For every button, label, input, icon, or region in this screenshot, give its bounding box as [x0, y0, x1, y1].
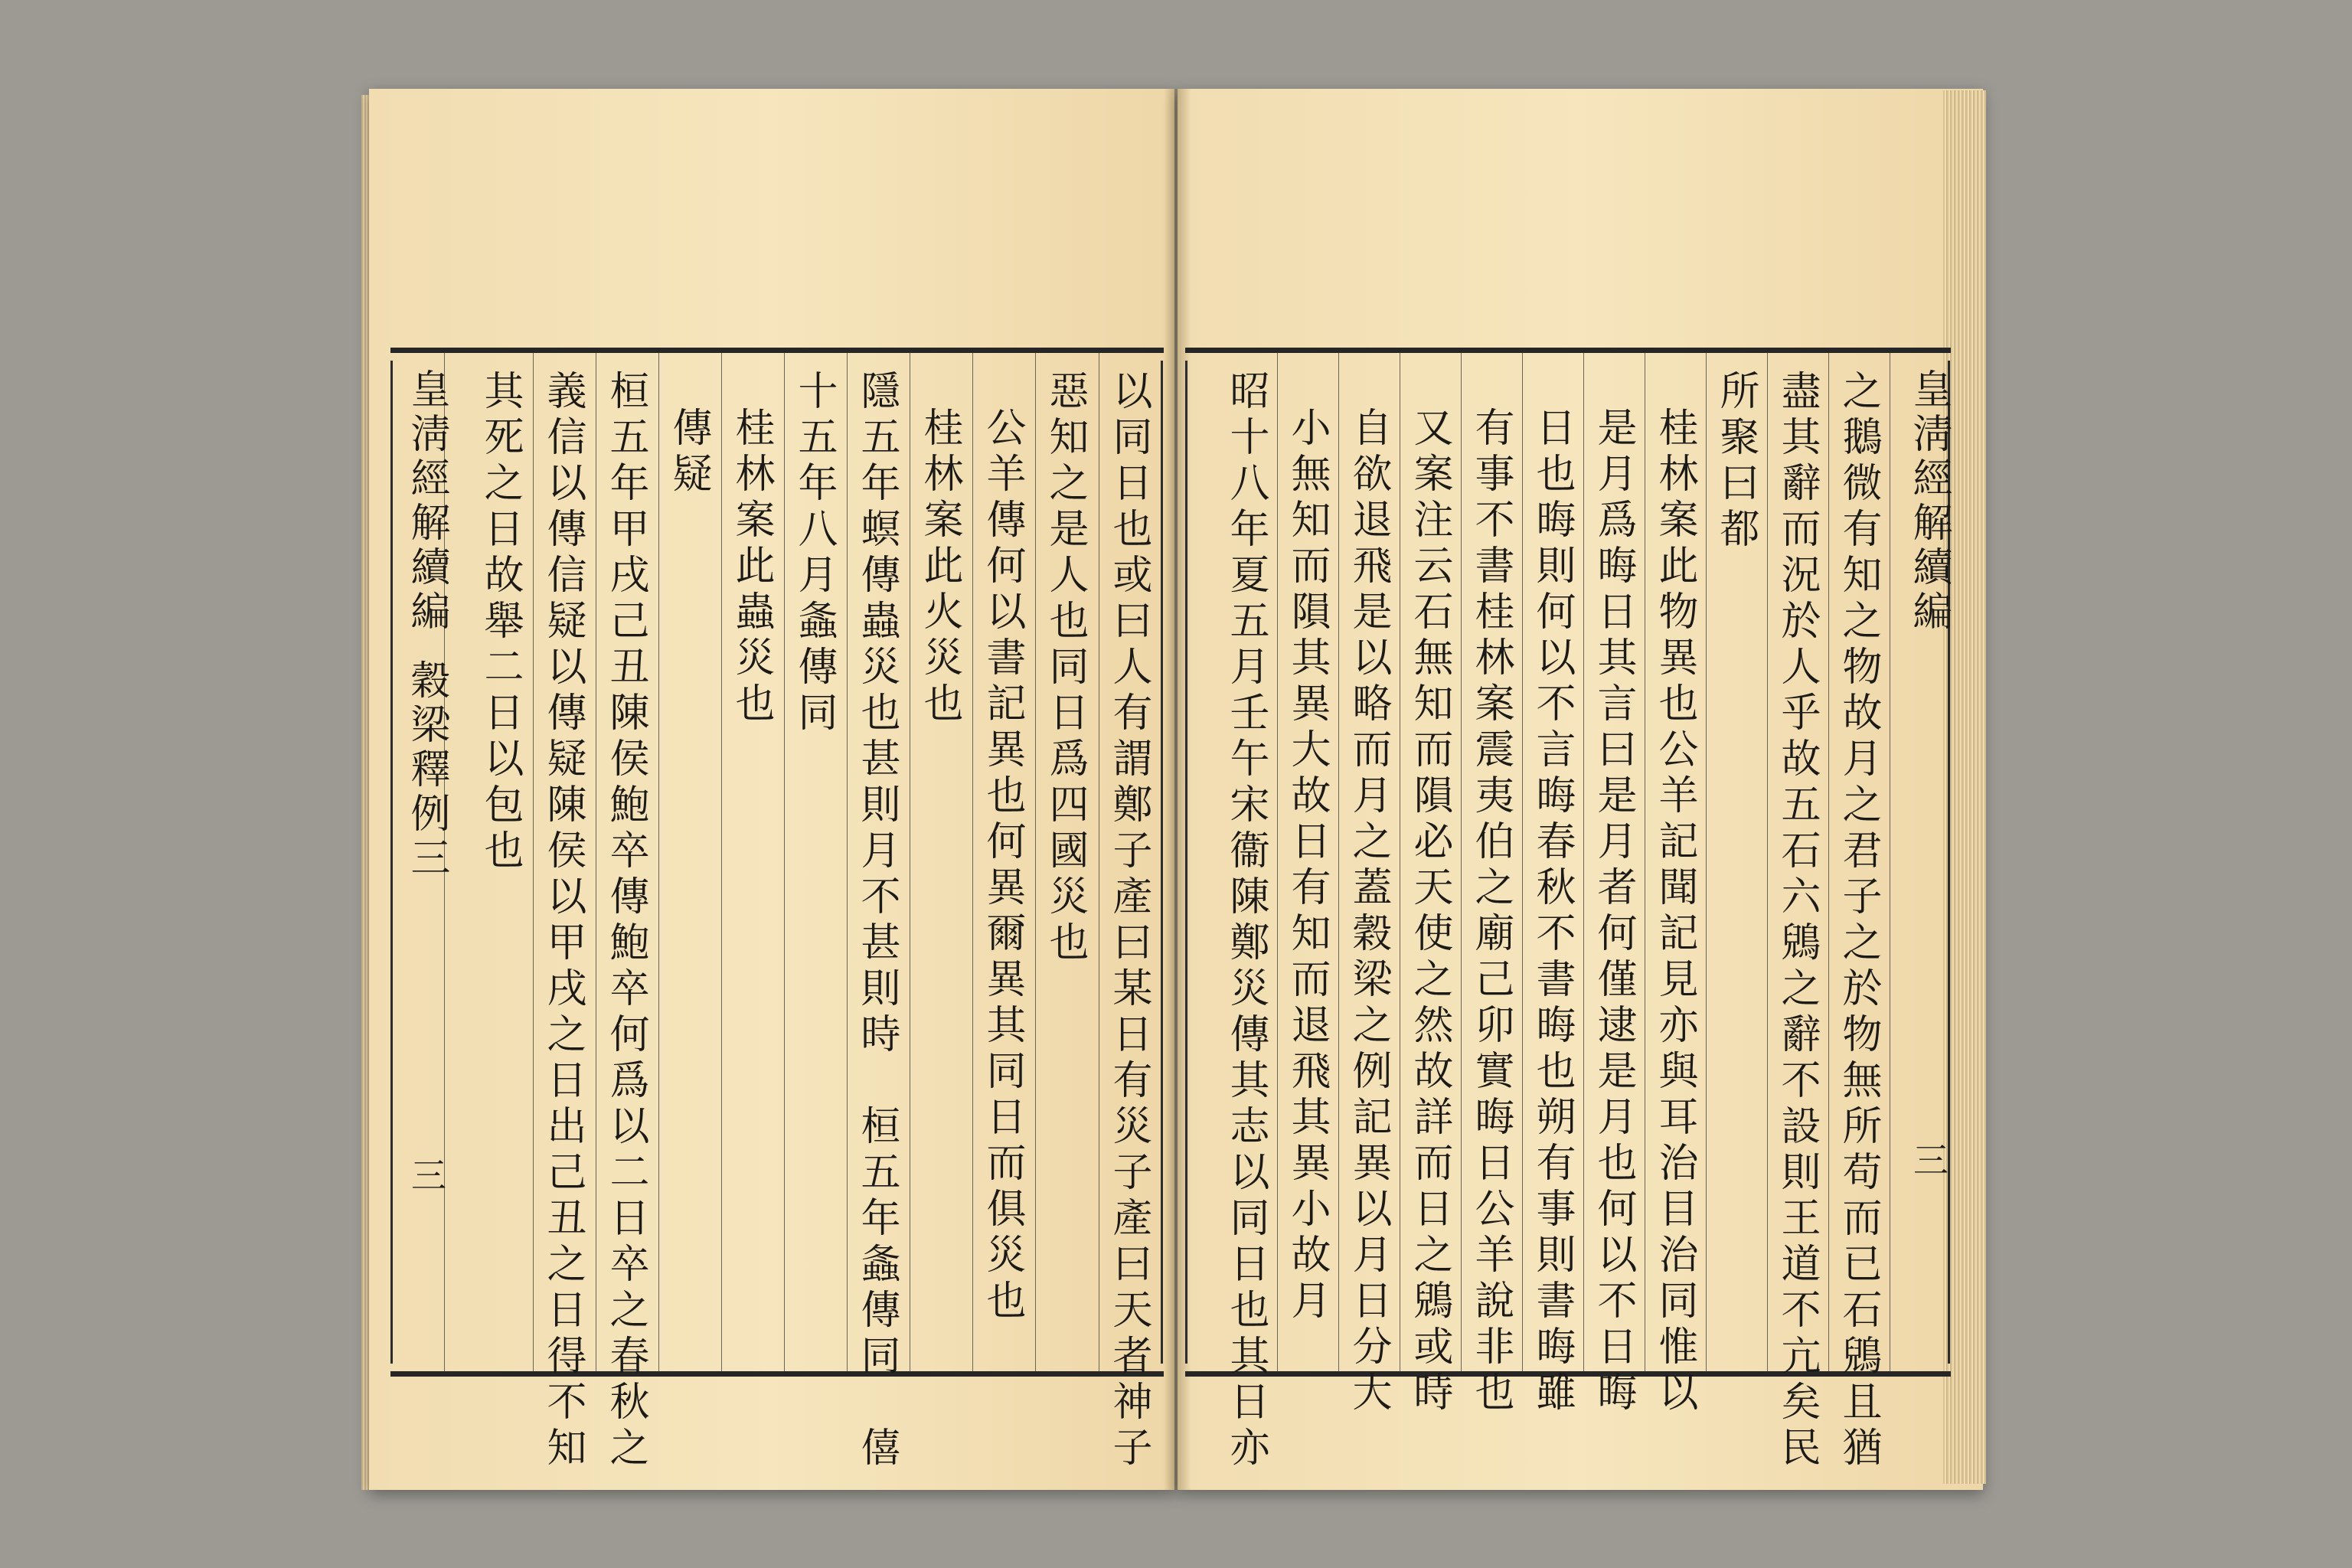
text-column-5: 是月爲晦日其言曰是月者何僅逮是月也何以不日晦: [1590, 407, 1636, 1417]
column-rule: [658, 353, 659, 1371]
spine-title: 皇淸經解續編: [403, 368, 449, 635]
text-column-7: 有事不書桂林案震夷伯之廟己卯實晦日公羊說非也: [1468, 407, 1514, 1417]
text-column-8: 又案注云石無知而隕必天使之然故詳而日之鶂或時: [1406, 407, 1452, 1417]
spine-title-right: 皇淸經解續編: [1906, 368, 1952, 635]
left-frame-edge-line: [390, 361, 393, 1364]
column-rule: [1706, 353, 1707, 1371]
section-title: 穀梁釋例三: [403, 659, 449, 881]
column-rule: [1767, 353, 1768, 1371]
text-column-6: 日也晦則何以不言晦春秋不書晦也朔有事則書晦雖: [1529, 407, 1575, 1417]
left-frame-right-line: [1161, 361, 1163, 1364]
column-rule: [847, 353, 848, 1371]
text-column-2: 惡知之是人也同日爲四國災也: [1042, 370, 1088, 967]
text-column-10: 義信以傳信疑以傳疑陳侯以甲戌之日出己丑之日得不知: [540, 370, 586, 1472]
text-column-4: 桂林案此物異也公羊記聞記見亦與耳治目治同惟以: [1651, 407, 1697, 1417]
column-rule: [1461, 353, 1462, 1371]
text-column-9: 桓五年甲戌己丑陳侯鮑卒傳鮑卒何爲以二日卒之春秋之: [603, 370, 648, 1472]
column-rule: [1583, 353, 1584, 1371]
text-column-8: 傳疑: [665, 407, 711, 498]
text-column-5: 隱五年螟傳蟲災也甚則月不甚則時 桓五年螽傳同 僖: [854, 370, 900, 1472]
column-rule: [721, 353, 722, 1371]
column-rule: [1277, 353, 1278, 1371]
text-column-11: 昭十八年夏五月壬午宋衞陳鄭災傳其志以同日也其日亦: [1223, 370, 1269, 1472]
text-column-6: 十五年八月螽傳同: [791, 370, 837, 737]
text-column-3: 公羊傳何以書記異也何異爾異其同日而俱災也: [979, 407, 1025, 1325]
text-column-1: 之鵝微有知之物故月之君子之於物無所苟而已石鶂且猶: [1835, 370, 1881, 1472]
column-rule: [1828, 353, 1829, 1371]
text-column-1: 以同日也或曰人有謂鄭子產曰某日有災子產曰天者神子: [1106, 370, 1152, 1472]
text-column-9: 自欲退飛是以略而月之蓋穀梁之例記異以月日分大: [1345, 407, 1391, 1417]
text-column-7: 桂林案此蟲災也: [728, 407, 774, 728]
column-rule: [1338, 353, 1339, 1371]
right-frame-left-line: [1185, 361, 1187, 1364]
column-rule: [784, 353, 785, 1371]
text-column-4: 桂林案此火災也: [916, 407, 962, 728]
text-column-10: 小無知而隕其異大故日有知而退飛其異小故月: [1284, 407, 1330, 1325]
column-rule: [972, 353, 973, 1371]
right-print-frame: [1185, 348, 1952, 1472]
left-print-frame: [390, 348, 1164, 1472]
column-rule: [1522, 353, 1523, 1371]
folio-number: 三: [406, 1157, 447, 1192]
text-column-3: 所聚曰都: [1713, 370, 1759, 554]
text-column-2: 盡其辭而況於人乎故五石六鶂之辭不設則王道不亢矣民: [1774, 370, 1820, 1472]
folio-number-right: 三: [1908, 1142, 1949, 1177]
text-column-11: 其死之日故舉二日以包也: [477, 370, 523, 875]
column-rule: [1035, 353, 1036, 1371]
column-rule: [533, 353, 534, 1371]
